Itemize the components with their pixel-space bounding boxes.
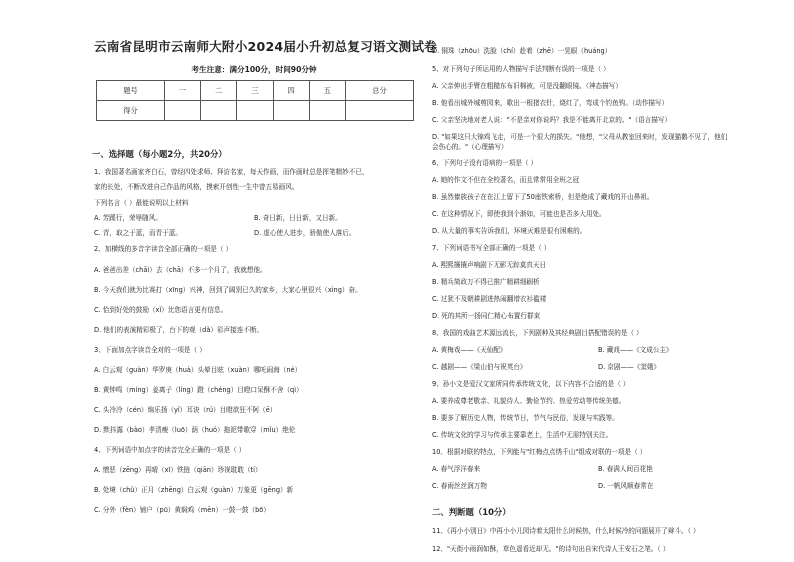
question-line: 7、下列词语书写全部正确的一项是（ ）	[432, 244, 551, 252]
score-cell[interactable]	[345, 101, 413, 121]
score-cell[interactable]	[237, 101, 273, 121]
option-line: C. 越剧——《梁山伯与祝英台》	[432, 363, 527, 371]
question-line: 10、根据对联的特点，下列能与"红梅点点绣千山"组成对联的一项是（ ）	[432, 448, 647, 456]
option-line-continued: 会伤心的。"（心理描写）	[432, 143, 508, 151]
exam-title: 云南省昆明市云南师大附小2024届小升初总复习语文测试卷	[94, 39, 437, 54]
score-header-cell: 题号	[97, 81, 165, 101]
option-line: A. 要养成尊老敬亲、礼貌待人、勤俭节约、热爱劳动等传统美德。	[432, 397, 626, 405]
option-line: A. 憎恶（zēng）再晴（xī）铁链（qiān）珍视耽耽（tí）	[94, 466, 262, 474]
option-line: B. 虽然傣族孩子在在江上留下了50座铁索桥，但是绝成了藏戏的开山鼻祖。	[432, 193, 654, 201]
question-line: 3、下面加点字读音全对的一项是（ ）	[94, 346, 206, 354]
question-line: 6、下列句子没有语病的一项是（ ）	[432, 159, 538, 167]
score-table	[96, 80, 414, 121]
option-line: A. 春气浮洋春来	[432, 465, 481, 473]
score-header-cell: 三	[237, 81, 273, 101]
option-line: B. 处境（chǔ）正月（zhēng）白云观（guàn）万象更（gēng）新	[94, 486, 294, 494]
option-line: D. 虚心使人进步，骄傲使人落后。	[254, 229, 356, 237]
question-line: 5、对下列句子所运用的人物描写手法判断有误的一项是（ ）	[432, 65, 610, 73]
option-line: D. 他们的表演精彩极了，台下的观（dǎ）彩声接连不断。	[94, 326, 264, 334]
option-line: D. 京剧——《窦娥》	[598, 363, 661, 371]
option-line: D. "如果这只大锦鸡飞走，可是一个很大的损失。"他想，"父母从教室回来时，发现猫鹅不见了，他们	[432, 133, 728, 141]
option-line: A. 黄梅戏——《天仙配》	[432, 346, 507, 354]
question-line: 家的长处，不断改进自己作品的风格，摸索开创性一生中曾五易画风。	[94, 183, 299, 191]
option-line: A. 爸爸出差（chāi）去（chā）不多一个月了，我就想他。	[94, 266, 267, 274]
score-header-cell: 二	[201, 81, 237, 101]
option-line: C. 父亲坚决地对老人说："不是亲对你说吗？我是不能离开北京的。"（语言描写）	[432, 116, 672, 124]
option-line: D. 铜珠（zhōu）洗脸（chí）趁着（zhē）一晃眼（huáng）	[432, 47, 612, 55]
option-line: D. 默抖露（bào）孝清瘦（luō）荫（huó）拖泥带歌穿（mǐu）绝伦	[94, 426, 296, 434]
option-line: B. 今天我们就为比赛打（xīng）兴神，回到了阔别已久的家乡，大家心里很兴（xìng）奋。	[94, 286, 362, 294]
question-line: 下列名言（ ）最能说明以上材料	[94, 199, 189, 207]
option-line: C. 青，取之于蓝，而青于蓝。	[94, 229, 182, 237]
option-line: C. 在这种情况下，即使我到个渐如，可能也是否多大用处。	[432, 210, 606, 218]
option-line: B. 藏戏——《文成公主》	[598, 346, 673, 354]
score-table-header-row	[97, 81, 414, 101]
score-header-cell: 总分	[345, 81, 413, 101]
question-line: 1、我国著名画家齐白石，曾经四处求师、拜访名家，每天作画，而作画时总是挥笔精妙不已，	[94, 168, 369, 176]
option-line: C. 分外（fèn）铺户（pū）黄焖鸡（mēn）一鼓一鼓（bō）	[94, 506, 270, 514]
option-line: B. 精兵简政万不得已推广精耕细刷析	[432, 278, 540, 286]
option-line: B. 春满人间百花艳	[598, 465, 653, 473]
option-line: A. 熙熙攘攘声响剧下无影无踪莫真天日	[432, 261, 547, 269]
question-line: 4、下列词语中加点字的读音完全正确的一项是（ ）	[94, 446, 246, 454]
question-line: 2、加横线的多音字读音全部正确的一项是（ ）	[94, 245, 233, 253]
option-line: A. 白云观（guàn）华罗庚（huà）头晕目眩（xuàn）哪吒闹海（né）	[94, 366, 302, 374]
option-line: D. 死的其所一扬同仁精心布置行群束	[432, 312, 541, 320]
score-cell[interactable]	[164, 101, 200, 121]
score-cell[interactable]	[273, 101, 309, 121]
option-line: A. 父亲伸出手臂在粗糙东布旧棉被，可是没翻眼镜。（神态描写）	[432, 82, 622, 90]
option-line: C. 恰到好处的鼓励（xǐ）比您语言更有信息。	[94, 306, 228, 314]
exam-notice: 考生注意：满分100分，时间90分钟	[191, 65, 317, 74]
judgement-question-line: 11、《再小小别日》中再小小儿园诗着太阳什么时候热，什么时候冷的问题展开了辩斗。（ ）	[432, 527, 700, 535]
score-header-cell: 一	[164, 81, 200, 101]
question-line: 8、我国的戏曲艺术源远流长，下列剧种及其经典剧目搭配错误的是（ ）	[432, 329, 643, 337]
score-header-cell: 五	[309, 81, 345, 101]
option-line: D. 从大量的事实告诉我们，环境灭难是很有困难的。	[432, 227, 587, 235]
section-choice-heading: 一、选择题（每小题2分，共20分）	[92, 149, 227, 159]
option-line: C. 传统文化的学习与传承主要靠老上，生活中无需特别关注。	[432, 431, 613, 439]
option-line: C. 过犹不及朝耕剧进热闹翻增衣衫褴褛	[432, 295, 547, 303]
score-table-score-row	[97, 101, 414, 121]
option-line: B. 奇日新，日日新，又日新。	[254, 214, 342, 222]
option-line: A. 她的作文不但在全校著名，而且常常用全班之冠	[432, 176, 580, 184]
option-line: D. 一帆风顺春常在	[598, 482, 654, 490]
option-line: B. 黄钟鸣（míng）姜离子（líng）蹬（chéng）目瞪口呆酥不舍（qì）	[94, 386, 303, 394]
score-cell[interactable]	[201, 101, 237, 121]
option-line: B. 他看出城外城剪园来，歌出一根猪衣针，烧红了，弯成个钓鱼钩。（动作描写）	[432, 99, 669, 107]
option-line: A. 芳蹊行，荣辱随风。	[94, 214, 162, 222]
question-line: 9、孙小文是爱汉文家所同传承传统文化，以下内容不合适的是（ ）	[432, 380, 630, 388]
score-header-cell: 四	[273, 81, 309, 101]
section-judgement-heading: 二、判断题（10分）	[432, 507, 511, 517]
score-row-label: 得分	[97, 101, 165, 121]
option-line: C. 头冷冷（cén）绵乐扬（yǐ）耳诀（rú）目瞪欲狂不阿（ē）	[94, 406, 277, 414]
judgement-question-line: 12、"天街小雨润如酥，草色遥看近却无。"的诗句出自宋代诗人王安石之笔。（ ）	[432, 545, 670, 553]
score-cell[interactable]	[309, 101, 345, 121]
option-line: B. 要多了解历史人物，传统节日，节气与民俗，发现与实践等。	[432, 414, 619, 422]
option-line: C. 春雨丝丝润万物	[432, 482, 487, 490]
